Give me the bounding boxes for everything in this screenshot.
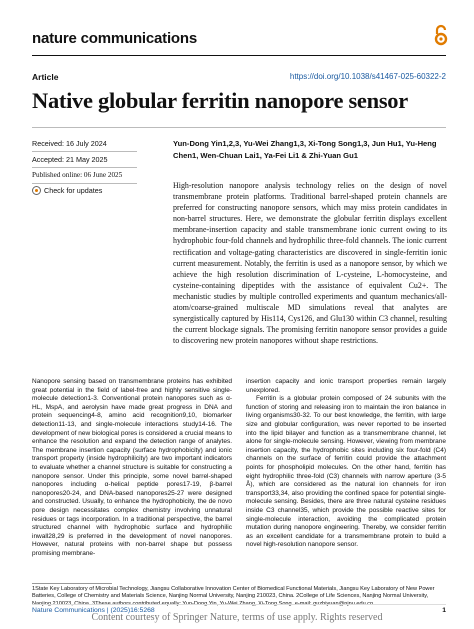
article-type: Article	[32, 72, 59, 82]
open-access-icon	[432, 24, 450, 46]
footer-rule	[32, 604, 446, 605]
footnote-rule	[32, 583, 112, 584]
divider	[32, 151, 137, 152]
title-rule	[32, 127, 446, 128]
divider	[32, 167, 137, 168]
accepted-date: Accepted: 21 May 2025	[32, 155, 108, 164]
journal-citation: Nature Communications | (2025)16:5268	[32, 607, 155, 614]
doi-link[interactable]: https://doi.org/10.1038/s41467-025-60322-2	[289, 72, 446, 81]
abstract: High-resolution nanopore analysis technology relies on the design of novel transmembrane protein platforms. Traditional barrel-shaped protein channels are preferred for constructing nanopore sensors, which may miss protein candidates in non-barrel structures. Here, we demonstrate the globular ferritin displays excellent membrane-insertion capacity and stable transmembrane ionic current owing to its hydrophobic four-fold channels and hydrophilic three-fold channels. The ionic current rectification and voltage-gating characteristics are discovered in single-ferritin ionic current measurement. Notably, the ferritin is used as a nanopore sensor, by which we achieve the high resolution discrimination of L-cysteine, L-homocysteine, and cysteine-containing dipeptides with the assistance of equivalent Cu2+. The mechanistic studies by multiple controlled experiments and quantum mechanics/all-atom/coarse-grained multiscale MD simulations reveal that analytes are synergistically captured by His114, Cys126, and Glu130 within C3 channel, resulting the current blockage signals. The promising ferritin nanopore sensor provides a guide to discovering new protein nanopores without shape restrictions.	[173, 181, 447, 346]
header-rule	[32, 55, 446, 56]
affiliation-footnote: 1State Key Laboratory of Microbial Technology, Jiangsu Collaborative Innovation Center of Biomedical Functional Materials, Jiangsu Key Laboratory of New Power Batteries, College of Chemistry and Materials Science, Nanjing Normal University, Nanjing 210023, China. 2College of Life Sciences, Nanjing Normal University,	[32, 586, 435, 600]
author-list: Yun-Dong Yin1,2,3, Yu-Wei Zhang1,3, Xi-Tong Song1,3, Jun Hu1, Yu-Heng Chen1, Wen-Chuan Lai1, Ya-Fei Li1 & Zhi-Yuan Gu1	[173, 139, 437, 160]
published-date: Published online: 06 June 2025	[32, 171, 123, 179]
body-column-right	[246, 378, 446, 550]
body-paragraph: insertion capacity and ionic transport properties remain largely unexplored.	[246, 378, 446, 394]
body-column-left	[32, 378, 232, 558]
article-title: Native globular ferritin nanopore sensor	[32, 88, 408, 113]
received-date: Received: 16 July 2024	[32, 139, 107, 148]
page-number: 1	[442, 607, 446, 614]
courtesy-watermark: Content courtesy of Springer Nature, terms of use apply. Rights reserved	[91, 612, 383, 623]
journal-name: nature communications	[32, 30, 197, 47]
check-for-updates-label: Check for updates	[44, 186, 103, 195]
check-for-updates-button[interactable]	[32, 186, 102, 195]
body-paragraph: Ferritin is a globular protein composed of 24 subunits with the function of storing and releasing iron to maintain the iron balance in living organisms30-32. To our best knowledge, the ferritin, with large size and globular configuration, was never reported to be inserted into the lipid bilayer and function as a transmembrane channel, let alone for single-molecule sensing. However, viewing from membrane insertion capacity, the hydrophobic sites including six four-fold (C4) channels on the surface of ferritin could provide the attachment points for phospholipid molecules. On the other hand, ferritin has eight hydrophilic three-fold (C3) channels with narrow aperture (3-5 Å), which are considered as the natural ion channels for iron transport33,34, also providing the confined space for potential single-molecule sensing. Besides, there are three natural cysteine residues inside C3 channel35, which provide the possible reactive sites for single-molecule interaction, avoiding the complicated protein mutation during nanopore engineering. Thereby, we consider ferritin as an excellent candidate for a transmembrane protein to build a novel high-resolution nanopore sensor.	[246, 395, 446, 549]
update-badge-icon	[32, 186, 41, 195]
divider	[32, 183, 137, 184]
body-paragraph: Nanopore sensing based on transmembrane proteins has exhibited great potential in the field of label-free and highly sensitive single-molecule detection1-3. Conventional protein nanopores such as α-HL, MspA, and aerolysin have made great progress in DNA and protein sequencing4-8, amino acid recognition9,10, biomarker detection11-13, and single-molecule interactions study14-16. The development of new biological pores is considered a crucial means to enhance the resolution and expand the detection range of analytes. The membrane insertion capacity (surface hydrophobicity) and ionic transport property (inside hydrophilicity) are two important indicators to evaluate whether a channel structure is suitable for constructing a nanopore sensor. Under this principle, some novel barrel-shaped nanopores including α-helical peptide pores17-19, β-barrel nanopores20-24, and DNA-based nanopores25-27 were designed and constructed. Usually, to enhance the hydrophobicity, the de novo pore design necessitates complex chemistry involving unnatural residues or tags incorporation. In a traditional perspective, the barrel structured channel with hydrophobic surface and hydrophilic inwall28,29 is preferred in the development of novel nanopores. However, natural proteins with non-barrel shape but possess promising membrane-	[32, 378, 232, 557]
